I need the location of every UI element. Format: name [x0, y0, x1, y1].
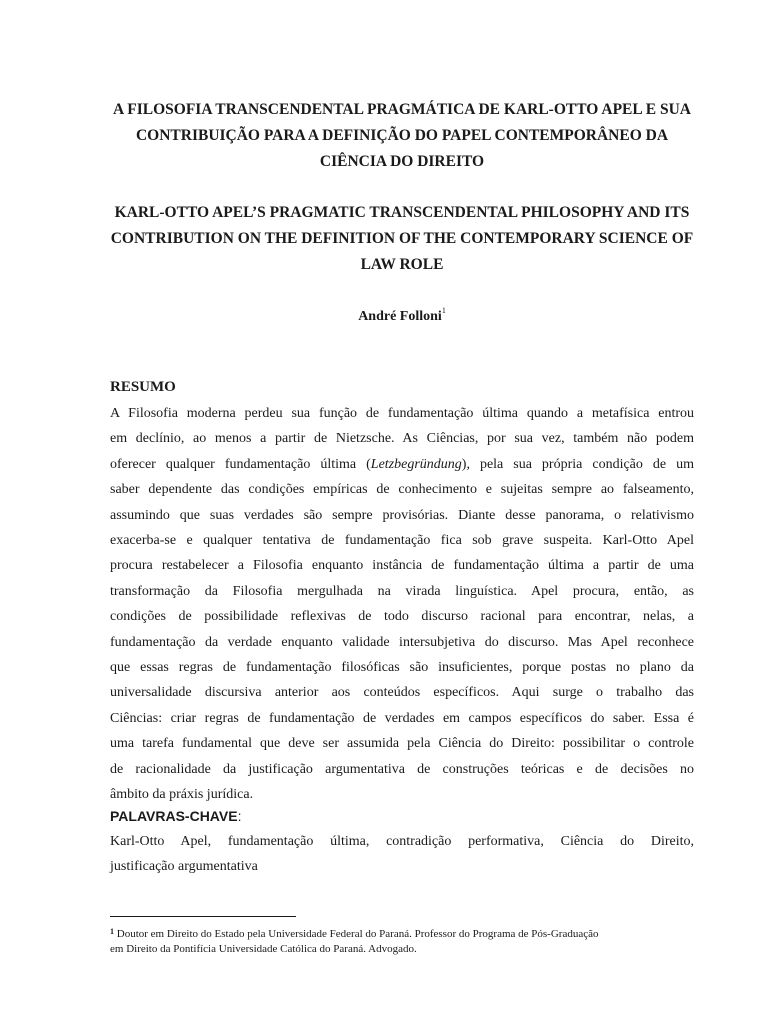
resumo-line: em declínio, ao menos a partir de Nietzsche. As Ciências, por sua vez, também não podem [110, 431, 694, 447]
resumo-line-3-start: oferecer qualquer fundamentação última ( [110, 456, 371, 472]
resumo-line [110, 452, 694, 477]
footnote-line-2: em Direito da Pontifícia Universidade Católica do Paraná. Advogado. [110, 943, 417, 955]
resumo-line: exacerba-se e qualquer tentativa de fundamentação fica sob grave suspeita. Karl-Otto Apel [110, 533, 694, 549]
resumo-line: A Filosofia moderna perdeu sua função de fundamentação última quando a metafísica entrou [110, 406, 694, 421]
resumo-line: assumindo que suas verdades são sempre provisórias. Diante desse panorama, o relativismo [110, 507, 694, 523]
footnote-marker: 1 [110, 927, 114, 936]
title-en-line-3: LAW ROLE [360, 256, 444, 273]
resumo-line: âmbito da práxis jurídica. [110, 787, 254, 803]
resumo-body [110, 401, 694, 808]
footnote-line-1 [110, 924, 694, 942]
resumo-line-3-end: ), pela sua própria condição de um [461, 456, 694, 472]
keywords-line-2: justificação argumentativa [110, 859, 258, 875]
footnote [110, 924, 694, 957]
resumo-line: transformação da Filosofia mergulhada na virada linguística. Apel procura, então, as [110, 583, 694, 599]
keywords-line-1: Karl-Otto Apel, fundamentação última, contradição performativa, Ciência do Direito, [110, 834, 694, 849]
title-pt-line-3: CIÊNCIA DO DIREITO [319, 153, 485, 170]
keywords-heading [110, 806, 241, 826]
resumo-heading: RESUMO [110, 379, 176, 395]
author-name: André Folloni [358, 309, 442, 324]
author-line [110, 301, 694, 327]
resumo-line: saber dependente das condições empíricas de conhecimento e sujeitas sempre ao falseamento, [110, 482, 694, 498]
resumo-line: Ciências: criar regras de fundamentação de verdades em campos específicos do saber. Essa é [110, 710, 694, 726]
title-en-line-2: CONTRIBUTION ON THE DEFINITION OF THE CONTEMPORARY SCIENCE OF [110, 230, 694, 247]
keywords-heading-label: PALAVRAS-CHAVE [110, 808, 238, 824]
keywords-heading-colon: : [237, 808, 242, 824]
title-portuguese [110, 97, 694, 175]
resumo-line: uma tarefa fundamental que deve ser assumida pela Ciência do Direito: possibilitar o controle [110, 736, 694, 752]
resumo-line: condições de possibilidade reflexivas de todo discurso racional para encontrar, nelas, a [110, 609, 694, 625]
title-english [110, 200, 694, 278]
title-en-line-1: KARL-OTTO APEL’S PRAGMATIC TRANSCENDENTAL PHILOSOPHY AND ITS [114, 204, 690, 221]
resumo-line: universalidade discursiva anterior aos conteúdos específicos. Aqui surge o trabalho das [110, 685, 694, 701]
author-footnote-marker: 1 [441, 306, 446, 315]
keywords-body [110, 829, 694, 880]
footnote-divider [110, 916, 296, 917]
resumo-italic-term: Letzbegründung [370, 456, 462, 472]
footnote-text-1: Doutor em Direito do Estado pela Universidade Federal do Paraná. Professor do Programa de Pós-Graduação [114, 928, 599, 940]
resumo-line: que essas regras de fundamentação filosóficas são insuficientes, porque postas no plano da [110, 660, 694, 676]
resumo-line: procura restabelecer a Filosofia enquanto instância de fundamentação última a partir de uma [110, 558, 694, 574]
resumo-line: de racionalidade da justificação argumentativa de construções teóricas e de decisões no [110, 761, 694, 777]
resumo-line: fundamentação da verdade enquanto validade intersubjetiva do discurso. Mas Apel reconhece [110, 634, 694, 650]
title-pt-line-2: CONTRIBUIÇÃO PARA A DEFINIÇÃO DO PAPEL CONTEMPORÂNEO DA [135, 127, 669, 144]
title-pt-line-1: A FILOSOFIA TRANSCENDENTAL PRAGMÁTICA DE KARL-OTTO APEL E SUA [113, 101, 691, 118]
